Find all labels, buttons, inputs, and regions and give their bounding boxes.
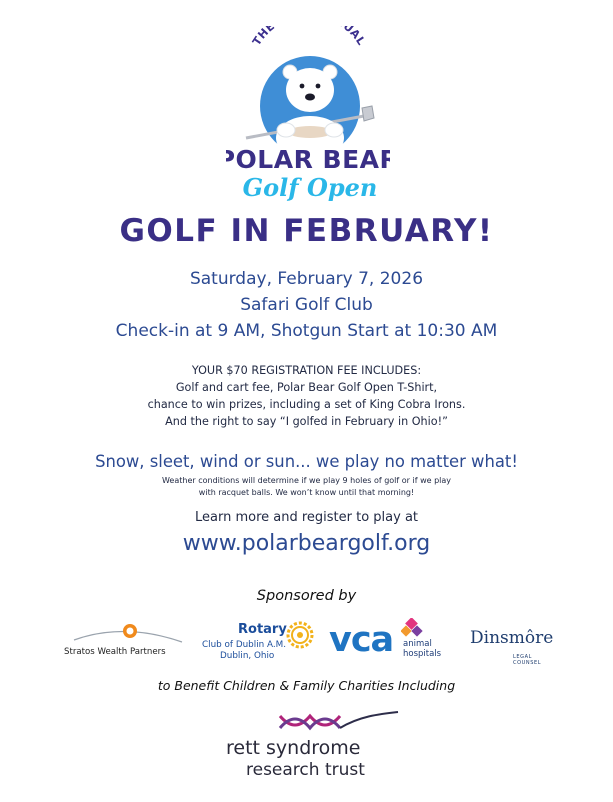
rotary-wheel-icon (286, 621, 314, 649)
weather-line-2: with racquet balls. We won’t know until that morning! (198, 488, 415, 497)
stratos-name: Stratos Wealth Partners (64, 647, 166, 657)
vca-diamond-icon (401, 618, 423, 640)
charity-name-2: research trust (246, 760, 365, 780)
weather-line-1: Weather conditions will determine if we play 9 holes of golf or if we play (161, 476, 452, 485)
register-url-link[interactable]: www.polarbeargolf.org (182, 531, 431, 556)
rett-syndrome-logo (210, 708, 400, 788)
headline: GOLF IN FEBRUARY! (119, 213, 494, 249)
fee-line-1: Golf and cart fee, Polar Bear Golf Open T-Shirt, (175, 381, 438, 394)
logo-title: POLAR BEAR (226, 145, 390, 174)
rotary-logo (198, 620, 316, 662)
dinsmore-logo (470, 626, 554, 666)
vca-name: vca (329, 620, 394, 660)
logo-subtitle: Golf Open (242, 173, 378, 202)
weather-tagline: Snow, sleet, wind or sun... we play no matter what! (95, 452, 518, 471)
polar-bear-golf-open-logo (226, 26, 390, 208)
vca-logo (327, 616, 447, 664)
dna-icon (210, 708, 400, 738)
annual-arc-text: THE UAL (249, 26, 369, 48)
event-date: Saturday, February 7, 2026 (189, 269, 424, 289)
dinsmore-sub: LEGAL COUNSEL (513, 654, 542, 666)
fee-line-3: And the right to say “I golfed in February in Ohio!” (165, 415, 448, 428)
rotary-city: Dublin, Ohio (220, 651, 275, 661)
stratos-logo (64, 620, 186, 662)
fee-line-2: chance to win prizes, including a set of King Cobra Irons. (147, 398, 466, 411)
rotary-name: Rotary (238, 622, 287, 637)
sponsored-heading: Sponsored by (256, 588, 357, 604)
event-times: Check-in at 9 AM, Shotgun Start at 10:30 AM (115, 321, 498, 341)
event-venue: Safari Golf Club (240, 295, 373, 315)
fee-heading: YOUR $70 REGISTRATION FEE INCLUDES: (191, 364, 422, 377)
vca-sub-1: animal (403, 639, 432, 649)
register-prompt: Learn more and register to play at (194, 510, 419, 525)
dinsmore-name: Dinsmôre (470, 628, 554, 648)
rotary-club: Club of Dublin A.M. (202, 640, 287, 650)
vca-sub-2: hospitals (403, 649, 442, 659)
benefit-line: to Benefit Children & Family Charities Including (157, 678, 456, 693)
charity-name-1: rett syndrome (226, 737, 361, 759)
